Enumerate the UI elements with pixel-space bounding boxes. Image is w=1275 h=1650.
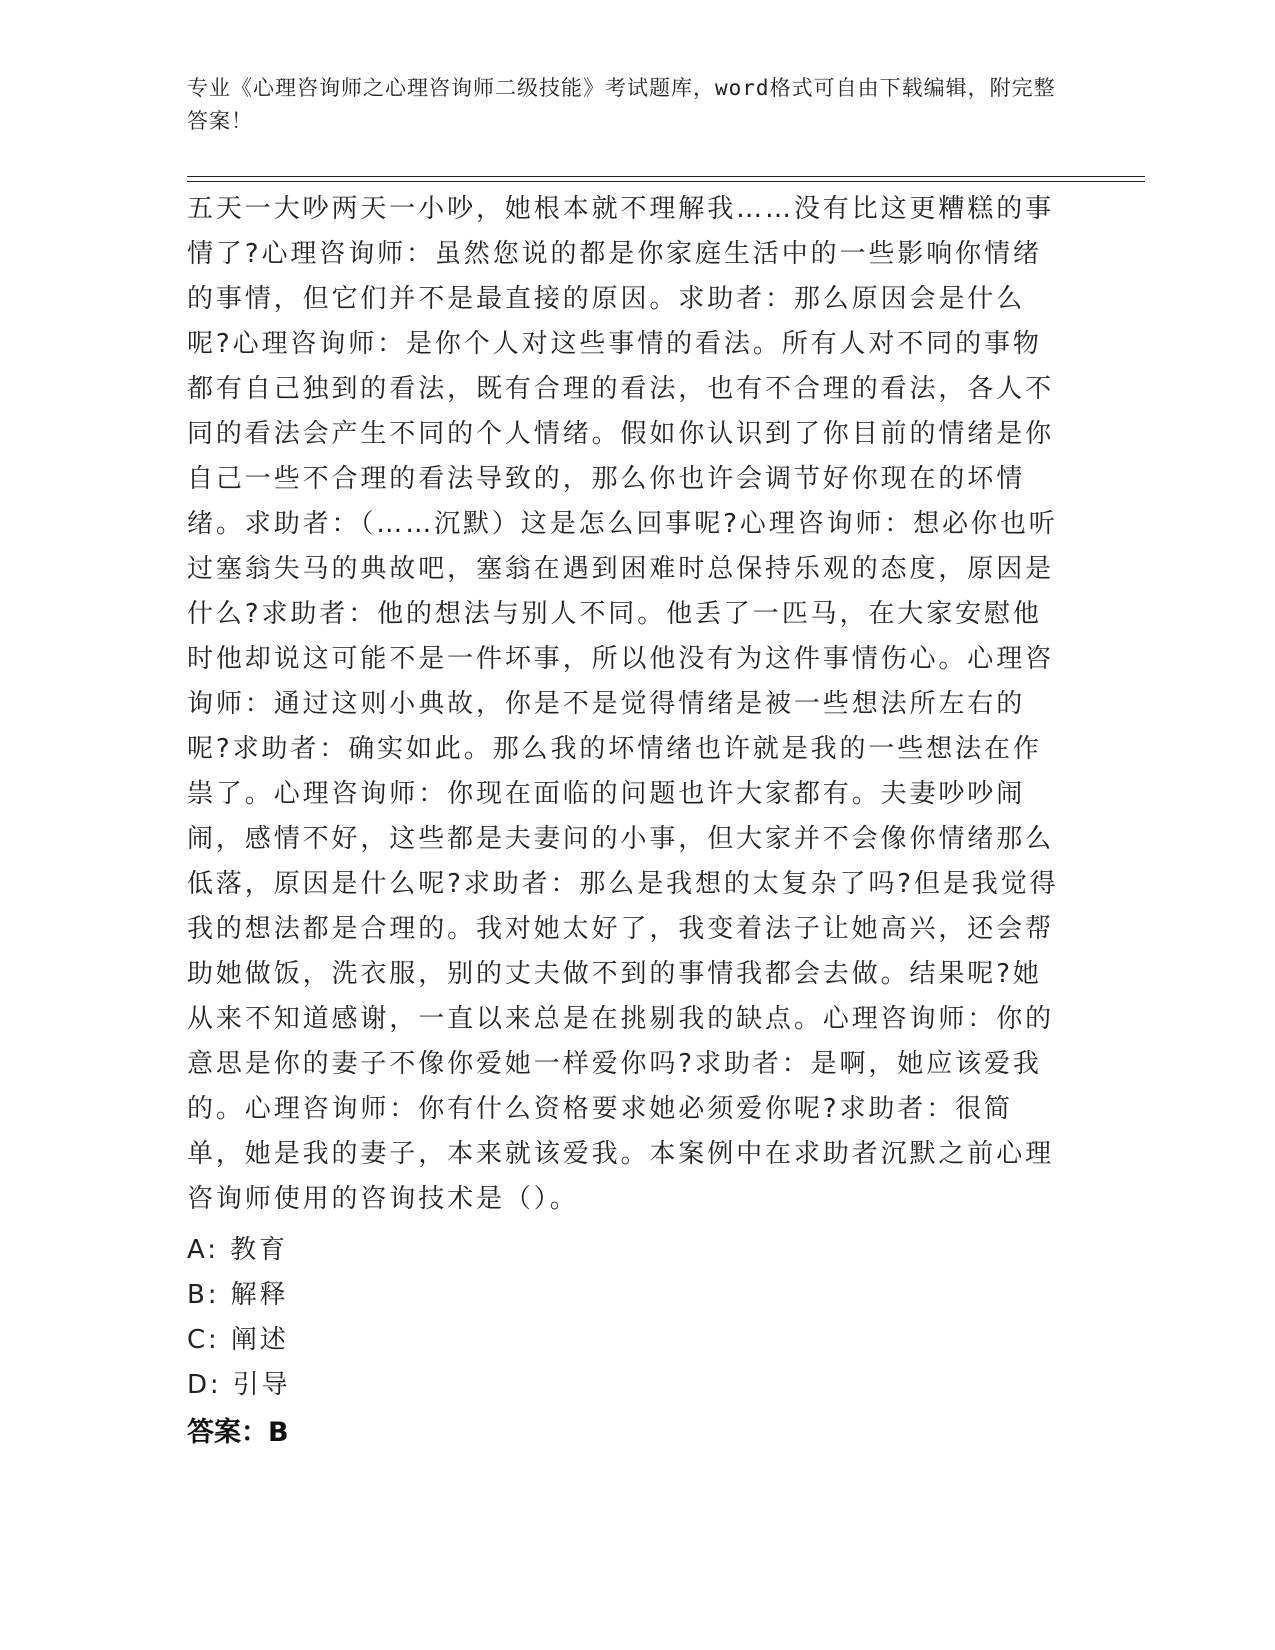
option-a [187, 1228, 1067, 1273]
option-text: 教育 [230, 1235, 288, 1265]
option-d [187, 1363, 1067, 1408]
option-text: 解释 [230, 1280, 289, 1310]
question-text: 五天一大吵两天一小吵，她根本就不理解我……没有比这更糟糕的事情了?心理咨询师：虽然您说的都是你家庭生活中的一些影响你情绪的事情，但它们并不是最直接的原因。求助者：那么原因会是什么呢?心理咨询师：是你个人对这些事情的看法。所有人对不同的事物都有自己独到的看法，既有合理的看法，也有不合理的看法，各人不同的看法会产生不同的个人情绪。假如你认识到了你目前的情绪是你自己一些不合理的看法导致的，那么你也许会调节好你现在的坏情绪。求助者：（……沉默）这是怎么回事呢?心理咨询师：想必你也听过塞翁失马的典故吧，塞翁在遇到困难时总保持乐观的态度，原因是什么?求助者：他的想法与别人不同。他丢了一匹马，在大家安慰他时他却说这可能不是一件坏事，所以他没有为这件事情伤心。心理咨询师：通过这则小典故，你是不是觉得情绪是被一些想法所左右的呢?求助者：确实如此。那么我的坏情绪也许就是我的一些想法在作祟了。心理咨询师：你现在面临的问题也许大家都有。夫妻吵吵闹闹，感情不好，这些都是夫妻问的小事，但大家并不会像你情绪那么低落，原因是什么呢?求助者：那么是我想的太复杂了吗?但是我觉得我的想法都是合理的。我对她太好了，我变着法子让她高兴，还会帮助她做饭，洗衣服，别的丈夫做不到的事情我都会去做。结果呢?她从来不知道感谢，一直以来总是在挑剔我的缺点。心理咨询师：你的意思是你的妻子不像你爱她一样爱你吗?求助者：是啊，她应该爱我的。心理咨询师：你有什么资格要求她必须爱你呢?求助者：很简单，她是我的妻子，本来就该爱我。本案例中在求助者沉默之前心理咨询师使用的咨询技术是（）。 [187, 194, 1059, 1214]
option-letter: C: [187, 1325, 220, 1355]
document-header: 专业《心理咨询师之心理咨询师二级技能》考试题库，word格式可自由下载编辑，附完整答案！ [187, 76, 1056, 133]
option-c [187, 1318, 1067, 1363]
option-text: 阐述 [230, 1325, 289, 1355]
option-b [187, 1273, 1067, 1318]
answer-value: B [268, 1417, 289, 1448]
option-letter: B: [187, 1280, 220, 1310]
option-letter: A: [187, 1235, 219, 1265]
header-rule-top [187, 176, 1145, 177]
answer-options [187, 1228, 1067, 1408]
option-letter: D: [187, 1370, 222, 1400]
answer-label: 答案： [187, 1417, 268, 1448]
answer-line [187, 1410, 289, 1455]
header-rule-bottom [187, 181, 1145, 182]
option-text: 引导 [232, 1370, 291, 1400]
